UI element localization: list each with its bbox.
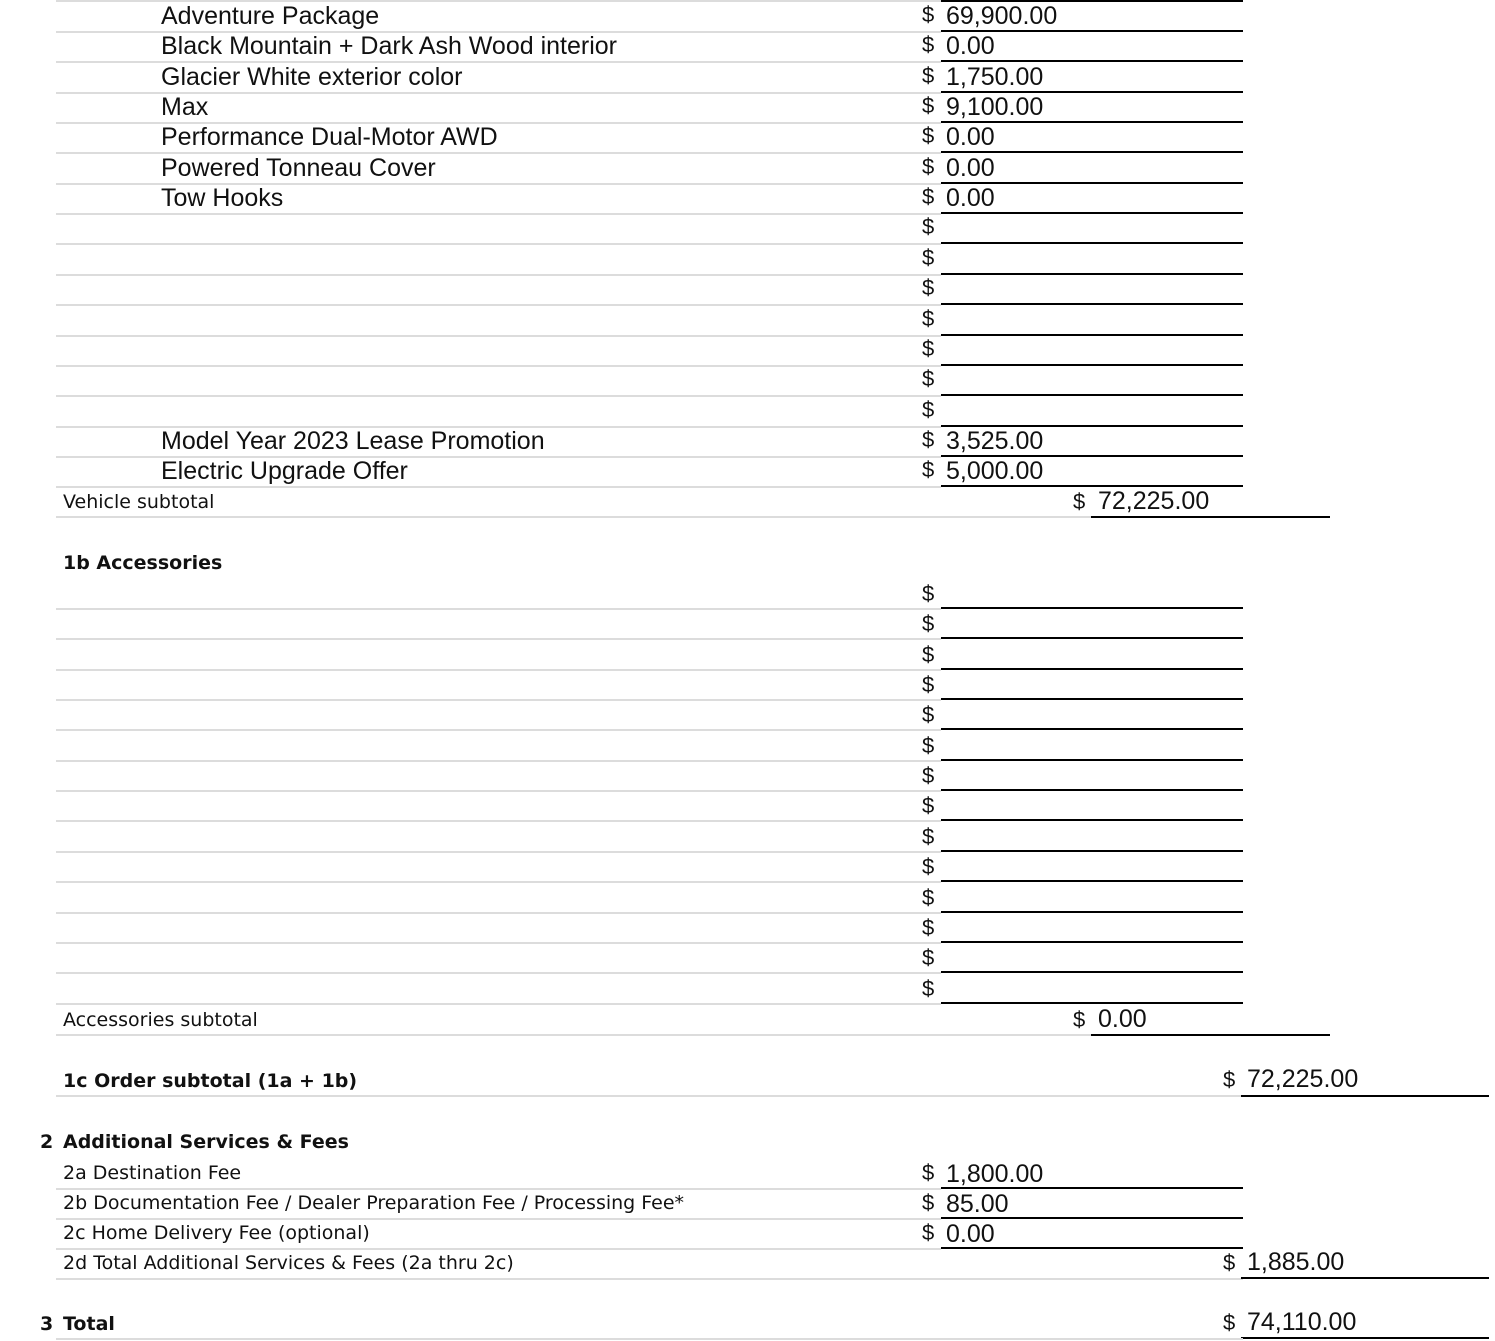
accessory-currency: $ bbox=[922, 763, 935, 788]
accessory-row-rule bbox=[56, 638, 941, 640]
accessory-row-rule bbox=[56, 1003, 941, 1005]
vehicle-item-amount: 0.00 bbox=[946, 184, 995, 212]
vehicle-item-underline bbox=[941, 212, 1243, 214]
service-row-rule bbox=[56, 1248, 941, 1250]
vehicle-row-rule bbox=[56, 274, 941, 276]
vehicle-item-label: Max bbox=[161, 93, 209, 121]
accessory-row-rule bbox=[56, 881, 941, 883]
vehicle-item-currency: $ bbox=[922, 245, 935, 270]
vehicle-item-underline bbox=[941, 303, 1243, 305]
accessory-row-rule bbox=[56, 669, 941, 671]
accessory-currency: $ bbox=[922, 581, 935, 606]
vehicle-subtotal-label: Vehicle subtotal bbox=[63, 491, 215, 513]
accessories-subtotal-amount: 0.00 bbox=[1098, 1005, 1147, 1033]
accessory-underline bbox=[941, 698, 1243, 700]
vehicle-item-currency: $ bbox=[922, 427, 935, 452]
services-total-underline bbox=[1241, 1277, 1489, 1279]
vehicle-item-label: Performance Dual-Motor AWD bbox=[161, 123, 498, 151]
service-item-amount: 85.00 bbox=[946, 1190, 1009, 1218]
accessory-currency: $ bbox=[922, 642, 935, 667]
service-item-label: 2c Home Delivery Fee (optional) bbox=[63, 1222, 370, 1244]
vehicle-item-underline bbox=[941, 394, 1243, 396]
total-amount: 74,110.00 bbox=[1247, 1308, 1357, 1336]
accessories-subtotal-underline bbox=[1091, 1034, 1330, 1036]
vehicle-item-label: Black Mountain + Dark Ash Wood interior bbox=[161, 32, 618, 60]
accessory-underline bbox=[941, 668, 1243, 670]
accessories-subtotal-label: Accessories subtotal bbox=[63, 1009, 258, 1031]
accessory-row-rule bbox=[56, 790, 941, 792]
vehicle-item-currency: $ bbox=[922, 184, 935, 209]
vehicle-item-currency: $ bbox=[922, 93, 935, 118]
vehicle-item-currency: $ bbox=[922, 2, 935, 27]
vehicle-row-rule bbox=[56, 395, 941, 397]
services-total-rule bbox=[56, 1278, 1243, 1280]
vehicle-item-label: Glacier White exterior color bbox=[161, 63, 463, 91]
vehicle-item-currency: $ bbox=[922, 336, 935, 361]
accessory-currency: $ bbox=[922, 733, 935, 758]
accessory-currency: $ bbox=[922, 854, 935, 879]
service-item-underline bbox=[941, 1247, 1243, 1249]
vehicle-row-rule bbox=[56, 304, 941, 306]
accessories-subtotal-currency: $ bbox=[1073, 1007, 1086, 1032]
vehicle-item-label: Tow Hooks bbox=[161, 184, 284, 212]
accessory-underline bbox=[941, 789, 1243, 791]
vehicle-item-currency: $ bbox=[922, 154, 935, 179]
vehicle-row-rule bbox=[56, 365, 941, 367]
accessory-row-rule bbox=[56, 699, 941, 701]
accessory-underline bbox=[941, 1002, 1243, 1004]
vehicle-item-label: Electric Upgrade Offer bbox=[161, 457, 408, 485]
accessory-underline bbox=[941, 880, 1243, 882]
vehicle-item-currency: $ bbox=[922, 275, 935, 300]
accessories-subtotal-rule bbox=[56, 1034, 1091, 1036]
accessory-row-rule bbox=[56, 760, 941, 762]
service-item-currency: $ bbox=[922, 1220, 935, 1245]
accessory-currency: $ bbox=[922, 915, 935, 940]
vehicle-item-currency: $ bbox=[922, 306, 935, 331]
vehicle-item-underline bbox=[941, 242, 1243, 244]
vehicle-row-rule bbox=[56, 335, 941, 337]
vehicle-item-label: Model Year 2023 Lease Promotion bbox=[161, 427, 545, 455]
accessory-underline bbox=[941, 850, 1243, 852]
service-item-currency: $ bbox=[922, 1190, 935, 1215]
accessory-currency: $ bbox=[922, 976, 935, 1001]
service-row-rule bbox=[56, 1218, 941, 1220]
vehicle-item-currency: $ bbox=[922, 397, 935, 422]
vehicle-item-amount: 0.00 bbox=[946, 123, 995, 151]
total-number: 3 bbox=[40, 1313, 54, 1335]
services-total-label: 2d Total Additional Services & Fees (2a thru 2c) bbox=[63, 1252, 514, 1274]
vehicle-item-amount: 3,525.00 bbox=[946, 427, 1044, 455]
accessory-underline bbox=[941, 637, 1243, 639]
total-rule bbox=[56, 1338, 1243, 1340]
vehicle-row-rule bbox=[56, 213, 941, 215]
accessory-row-rule bbox=[56, 942, 941, 944]
accessory-row-rule bbox=[56, 972, 941, 974]
accessory-currency: $ bbox=[922, 824, 935, 849]
accessories-heading: 1b Accessories bbox=[63, 552, 223, 574]
vehicle-row-rule bbox=[56, 243, 941, 245]
total-underline bbox=[1241, 1337, 1489, 1339]
accessory-underline bbox=[941, 941, 1243, 943]
accessory-underline bbox=[941, 759, 1243, 761]
vehicle-item-underline bbox=[941, 334, 1243, 336]
accessory-currency: $ bbox=[922, 945, 935, 970]
vehicle-item-currency: $ bbox=[922, 123, 935, 148]
accessory-underline bbox=[941, 607, 1243, 609]
accessory-currency: $ bbox=[922, 702, 935, 727]
vehicle-item-amount: 0.00 bbox=[946, 32, 995, 60]
vehicle-item-underline bbox=[941, 364, 1243, 366]
vehicle-subtotal-amount: 72,225.00 bbox=[1098, 487, 1210, 515]
accessory-underline bbox=[941, 819, 1243, 821]
vehicle-item-currency: $ bbox=[922, 366, 935, 391]
total-label: Total bbox=[63, 1313, 115, 1335]
accessory-row-rule bbox=[56, 608, 941, 610]
accessory-currency: $ bbox=[922, 885, 935, 910]
service-item-amount: 1,800.00 bbox=[946, 1160, 1044, 1188]
accessory-row-rule bbox=[56, 820, 941, 822]
accessory-row-rule bbox=[56, 729, 941, 731]
vehicle-item-amount: 5,000.00 bbox=[946, 457, 1044, 485]
order-subtotal-amount: 72,225.00 bbox=[1247, 1065, 1359, 1093]
accessory-row-rule bbox=[56, 912, 941, 914]
service-item-label: 2b Documentation Fee / Dealer Preparation Fee / Processing Fee* bbox=[63, 1192, 685, 1214]
services-heading: Additional Services & Fees bbox=[63, 1131, 349, 1153]
vehicle-top-underline bbox=[941, 0, 1243, 2]
vehicle-item-amount: 1,750.00 bbox=[946, 63, 1044, 91]
accessory-currency: $ bbox=[922, 793, 935, 818]
accessory-underline bbox=[941, 911, 1243, 913]
accessory-underline bbox=[941, 728, 1243, 730]
vehicle-item-label: Adventure Package bbox=[161, 2, 380, 30]
accessory-currency: $ bbox=[922, 611, 935, 636]
services-total-currency: $ bbox=[1223, 1250, 1236, 1275]
service-item-amount: 0.00 bbox=[946, 1220, 995, 1248]
vehicle-top-rule bbox=[56, 0, 941, 2]
accessory-row-rule bbox=[56, 851, 941, 853]
vehicle-item-currency: $ bbox=[922, 214, 935, 239]
service-item-currency: $ bbox=[922, 1160, 935, 1185]
vehicle-item-amount: 0.00 bbox=[946, 154, 995, 182]
vehicle-subtotal-currency: $ bbox=[1073, 489, 1086, 514]
order-subtotal-underline bbox=[1241, 1095, 1489, 1097]
vehicle-row-rule bbox=[56, 486, 941, 488]
vehicle-item-currency: $ bbox=[922, 63, 935, 88]
services-number: 2 bbox=[40, 1131, 54, 1153]
vehicle-item-underline bbox=[941, 273, 1243, 275]
vehicle-item-label: Powered Tonneau Cover bbox=[161, 154, 436, 182]
accessory-currency: $ bbox=[922, 672, 935, 697]
vehicle-item-currency: $ bbox=[922, 457, 935, 482]
vehicle-subtotal-rule bbox=[56, 516, 1091, 518]
services-total-amount: 1,885.00 bbox=[1247, 1248, 1345, 1276]
total-currency: $ bbox=[1223, 1310, 1236, 1335]
order-subtotal-currency: $ bbox=[1223, 1067, 1236, 1092]
vehicle-item-amount: 9,100.00 bbox=[946, 93, 1044, 121]
accessory-underline bbox=[941, 971, 1243, 973]
service-row-rule bbox=[56, 1188, 941, 1190]
order-subtotal-label: 1c Order subtotal (1a + 1b) bbox=[63, 1070, 358, 1092]
service-item-label: 2a Destination Fee bbox=[63, 1162, 242, 1184]
order-subtotal-rule bbox=[56, 1095, 1243, 1097]
vehicle-subtotal-underline bbox=[1091, 516, 1330, 518]
vehicle-item-amount: 69,900.00 bbox=[946, 2, 1058, 30]
vehicle-item-currency: $ bbox=[922, 32, 935, 57]
